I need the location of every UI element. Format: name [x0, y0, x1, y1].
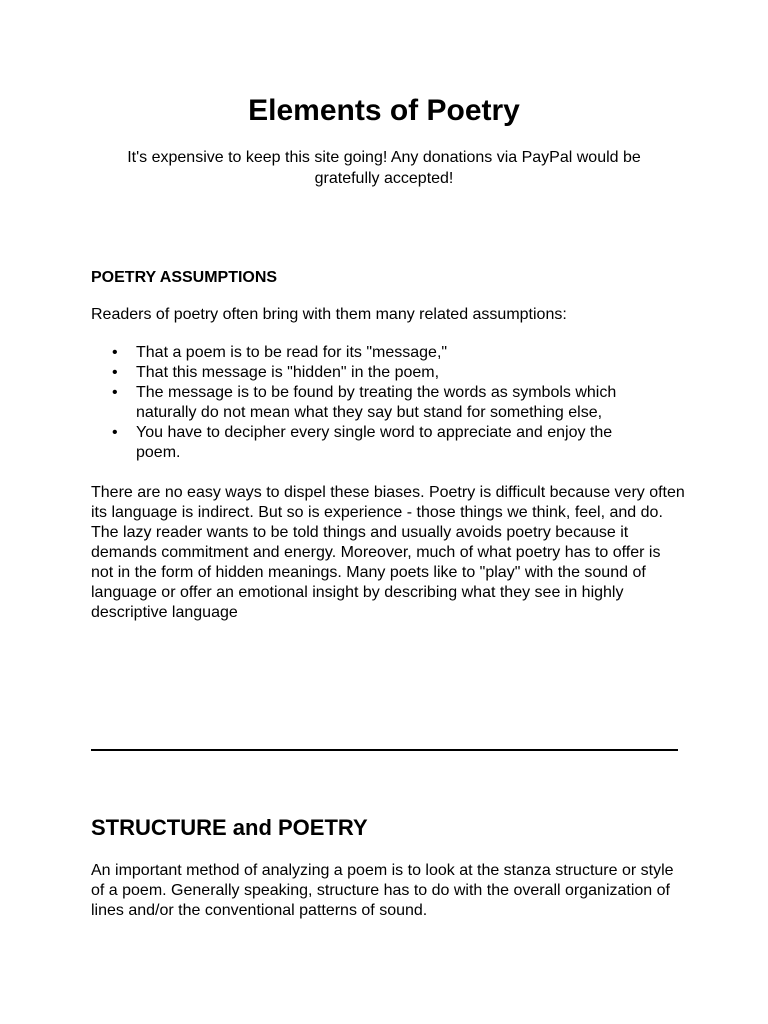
section-heading-structure-and-poetry: STRUCTURE and POETRY — [91, 815, 368, 840]
donation-notice: It's expensive to keep this site going! Any donations via PayPal would be gratefully accepted! — [127, 149, 641, 187]
list-item-text: You have to decipher every single word to appreciate and enjoy the poem. — [136, 424, 613, 461]
list-item-text: That this message is "hidden" in the poem, — [136, 364, 440, 381]
list-item — [91, 363, 661, 383]
structure-paragraph: An important method of analyzing a poem is to look at the stanza structure or style of a poem. Generally speaking, structure has to do with the overall organization of lines and/or the conventional patterns of sound. — [91, 862, 674, 919]
section-heading-poetry-assumptions: POETRY ASSUMPTIONS — [91, 269, 278, 286]
bullet-icon: • — [112, 384, 118, 401]
list-item-text: The message is to be found by treating the words as symbols which naturally do not mean what they say but stand for something else, — [136, 384, 617, 421]
page-title: Elements of Poetry — [248, 94, 520, 127]
assumptions-intro-paragraph: Readers of poetry often bring with them many related assumptions: — [91, 306, 567, 323]
biases-paragraph: There are no easy ways to dispel these biases. Poetry is difficult because very often its language is indirect. But so is experience - those things we think, feel, and do. The lazy reader wants to be told things and usually avoids poetry because it demands commitment and energy. Moreover, much of what poetry has to offer is not in the form of hidden meanings. Many poets like to "play" with the sound of language or offer an emotional insight by describing what they see in highly descriptive language — [91, 484, 685, 621]
bullet-icon: • — [112, 364, 118, 381]
list-item — [91, 343, 661, 363]
list-item — [91, 383, 661, 423]
bullet-icon: • — [112, 424, 118, 441]
list-item-text: That a poem is to be read for its "message," — [136, 344, 448, 361]
list-item — [91, 423, 661, 463]
bullet-icon: • — [112, 344, 118, 361]
assumptions-list — [91, 343, 661, 463]
horizontal-rule — [91, 749, 678, 751]
